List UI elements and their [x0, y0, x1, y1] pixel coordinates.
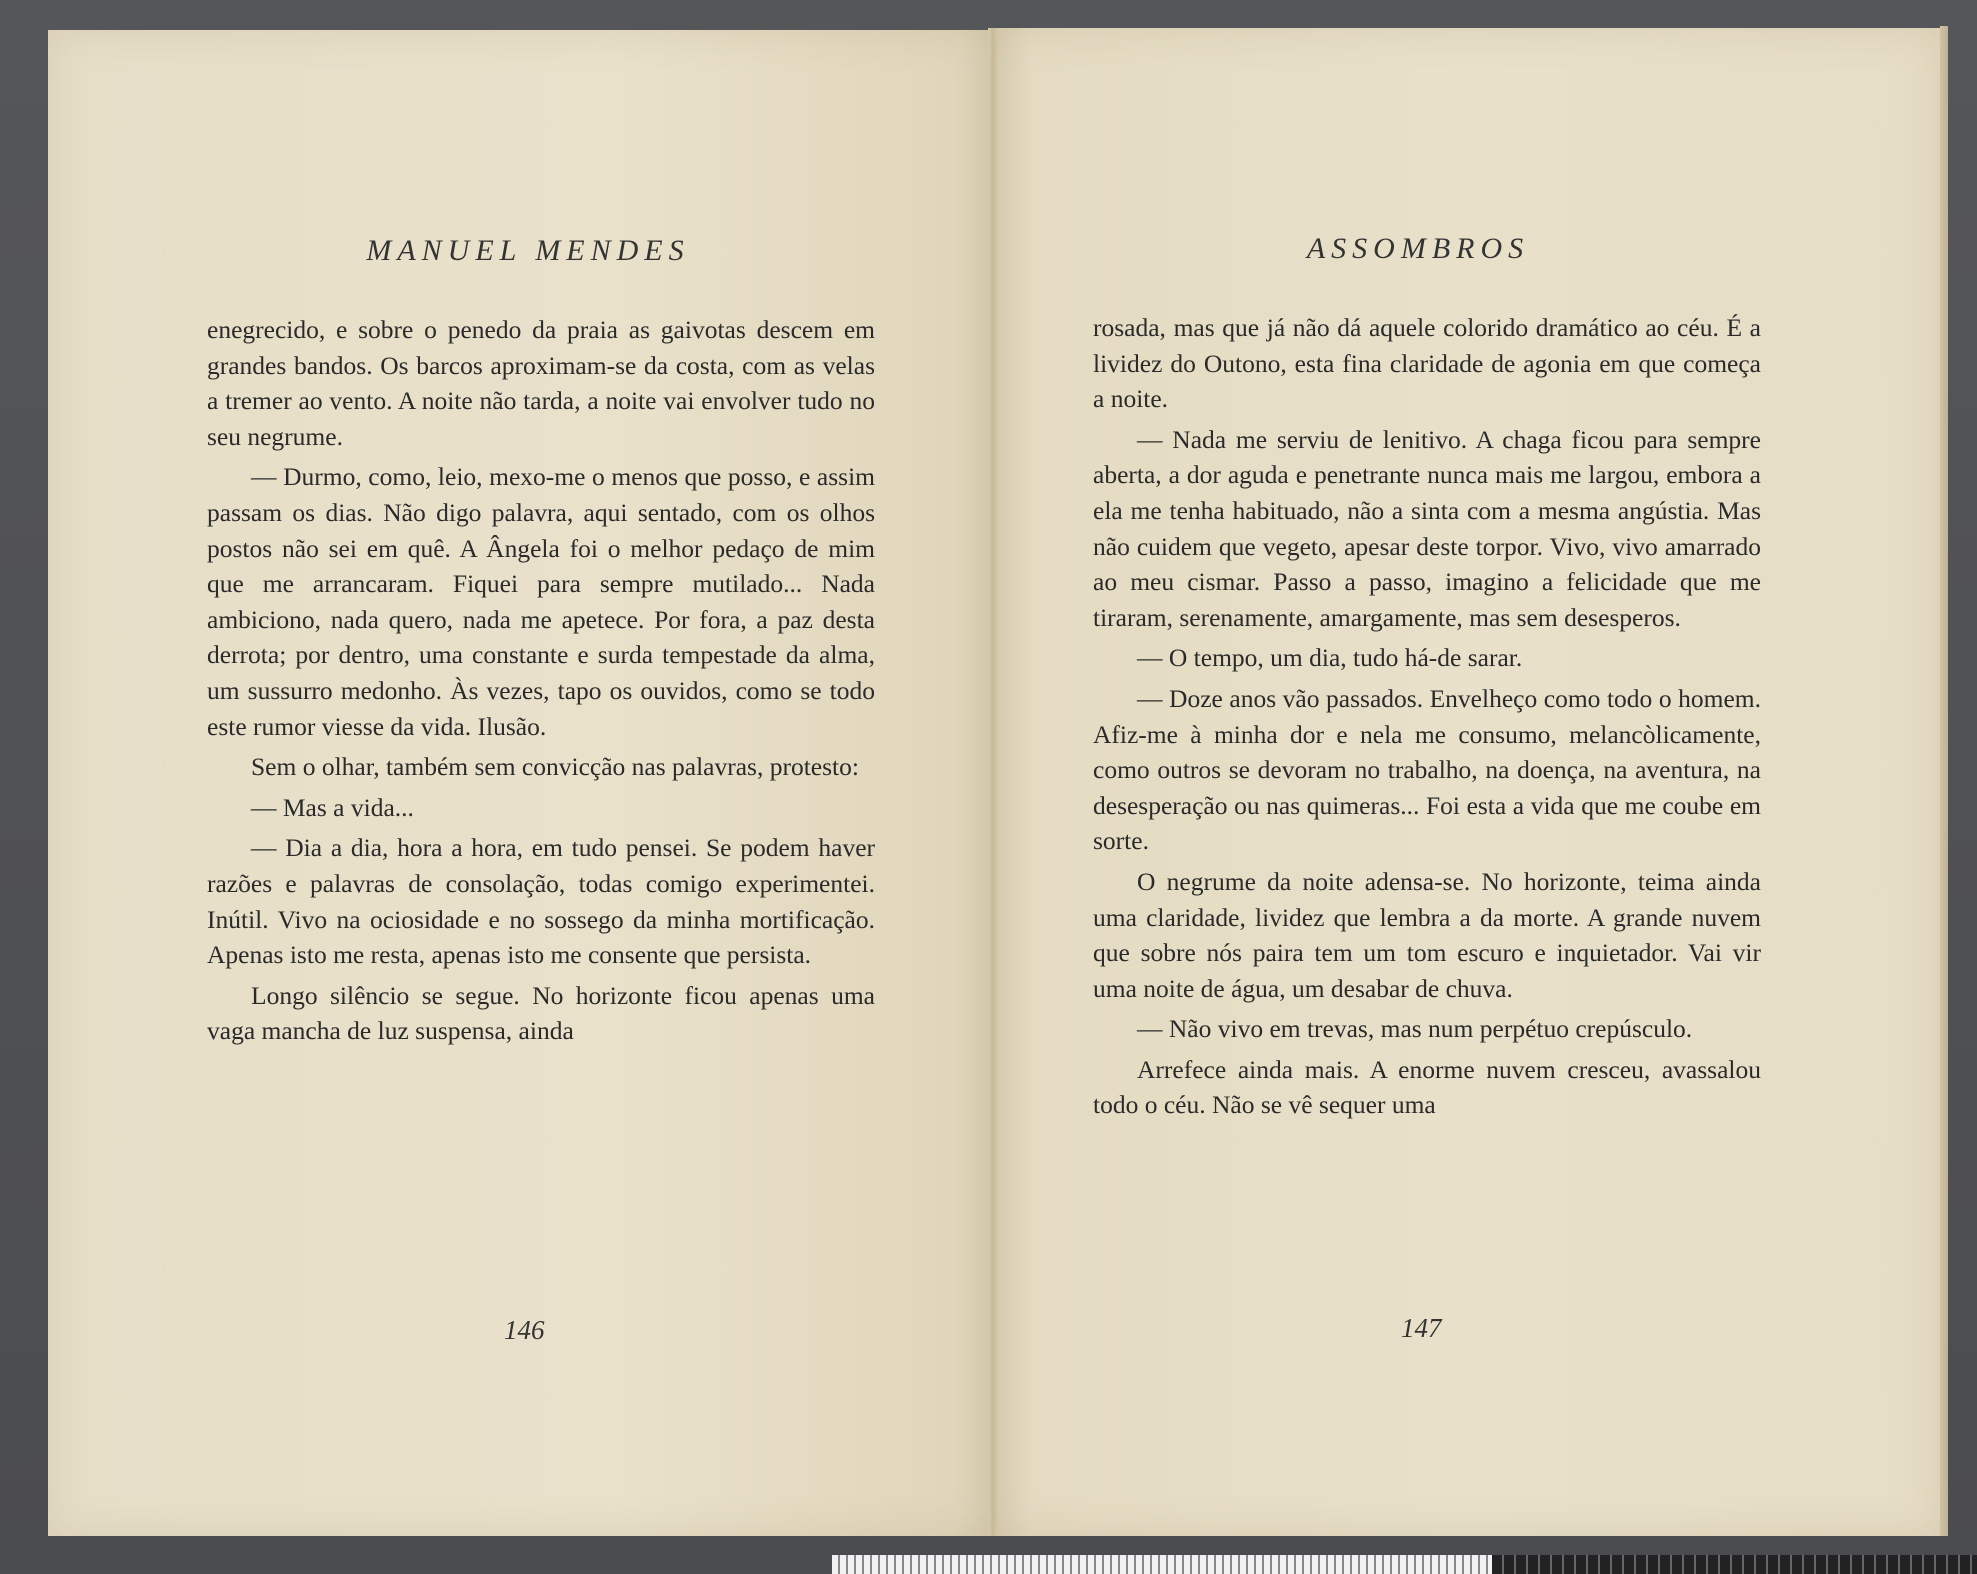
right-page-text: [1093, 310, 1761, 1128]
paragraph: — Doze anos vão passados. Envelheço como todo o homem. Afiz-me à minha dor e nela me consumo, melancòlicamente, como outros se devoram no trabalho, na doença, na aventura, na desesperação ou nas quimeras... Foi esta a vida que me coube em sorte.: [1093, 683, 1761, 856]
paragraph: enegrecido, e sobre o penedo da praia as gaivotas descem em grandes bandos. Os barcos aproximam-se da costa, com as velas a tremer ao vento. A noite não tarda, a noite vai envolver tudo no seu negrume.: [207, 315, 875, 451]
paragraph: Longo silêncio se segue. No horizonte ficou apenas uma vaga mancha de luz suspensa, ainda: [207, 980, 875, 1046]
running-head-author: MANUEL MENDES: [366, 234, 690, 267]
left-page-text: [207, 312, 875, 1054]
paragraph: O negrume da noite adensa-se. No horizonte, teima ainda uma claridade, lividez que lembra a da morte. A grande nuvem que sobre nós paira tem um tom escuro e inquietador. Vai vir uma noite de água, um desabar de chuva.: [1093, 866, 1761, 1003]
book-spine: [988, 28, 998, 1536]
paragraph: — Durmo, como, leio, mexo-me o menos que posso, e assim passam os dias. Não digo palavra, aqui sentado, com os olhos postos não sei em quê. A Ângela foi o melhor pedaço de mim que me arrancaram. Fiquei para sempre mutilado... Nada ambiciono, nada quero, nada me apetece. Por fora, a paz desta derrota; por dentro, uma constante e surda tempestade da alma, um sussurro medonho. Às vezes, tapo os ouvidos, como se todo este rumor viesse da vida. Ilusão.: [207, 462, 875, 741]
paragraph: rosada, mas que já não dá aquele colorido dramático ao céu. É a lividez do Outono, esta fina claridade de agonia em que começa a noite.: [1093, 313, 1761, 414]
page-number: 147: [1401, 1313, 1442, 1343]
paragraph: — Dia a dia, hora a hora, em tudo pensei. Se podem haver razões e palavras de consolação, todas comigo experimentei. Inútil. Vivo na ociosidade e no sossego da minha mortificação. Apenas isto me resta, apenas isto me consente que persista.: [207, 833, 875, 970]
right-page: [993, 28, 1940, 1536]
paragraph: — Nada me serviu de lenitivo. A chaga ficou para sempre aberta, a dor aguda e penetrante nunca mais me largou, embora a ela me tenha habituado, não a sinta com a mesma angústia. Mas não cuidem que vegeto, apesar deste torpor. Vivo, vivo amarrado ao meu cismar. Passo a passo, imagino a felicidade que me tiraram, serenamente, amargamente, mas sem desesperos.: [1093, 424, 1761, 632]
running-head-title: ASSOMBROS: [1306, 232, 1530, 265]
paragraph: — Mas a vida...: [251, 792, 414, 822]
page-edge: [1940, 26, 1948, 1536]
paragraph: — O tempo, um dia, tudo há-de sarar.: [1137, 643, 1523, 673]
paragraph: Sem o olhar, também sem convicção nas palavras, protesto:: [251, 752, 859, 782]
paragraph: — Não vivo em trevas, mas num perpétuo crepúsculo.: [1137, 1014, 1693, 1044]
scan-scale-ruler: [832, 1555, 1977, 1574]
scan-scale-dark-segment: [1492, 1555, 1977, 1574]
paragraph: Arrefece ainda mais. A enorme nuvem cresceu, avassalou todo o céu. Não se vê sequer uma: [1093, 1054, 1761, 1120]
page-number: 146: [504, 1315, 545, 1345]
left-page: [48, 30, 993, 1536]
